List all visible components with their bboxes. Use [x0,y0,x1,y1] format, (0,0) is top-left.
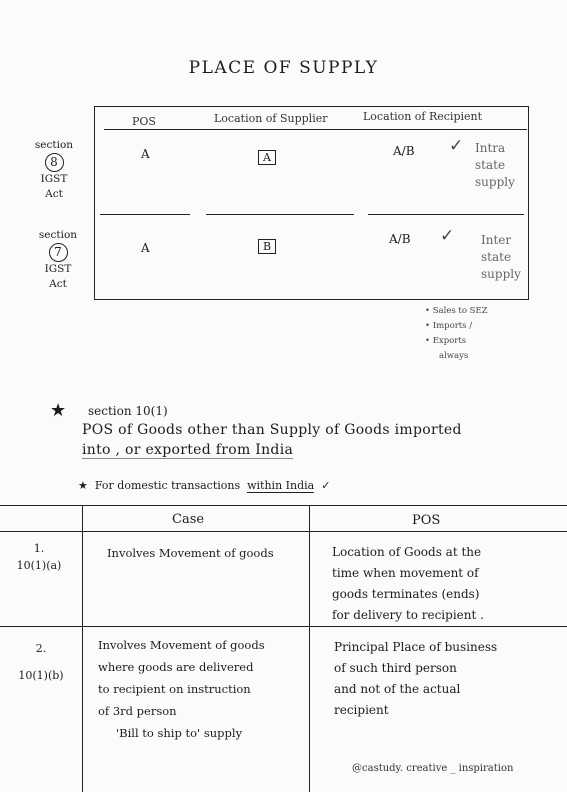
section-label-row2 [28,228,88,292]
header-location-recipient: Location of Recipient [363,110,483,123]
result-line: Intra [475,141,506,155]
case-description-row1 [107,542,274,564]
case-line: 'Bill to ship to' supply [116,726,243,740]
row1-result [475,140,515,191]
domestic-note [78,479,330,492]
lower-col-divider-1 [82,505,83,792]
lower-header-divider [0,531,567,532]
note-always: always [439,351,469,361]
page-title: PLACE OF SUPPLY [188,58,379,78]
header-underline [104,129,527,130]
supply-notes: • Sales to SEZ • Imports / • Exports always [425,306,488,361]
tick-icon: ✓ [449,136,464,156]
pos-line: goods terminates (ends) [332,587,480,601]
row1-pos: A [141,147,150,161]
tick-icon: ✓ [321,479,331,492]
pos-line: for delivery to recipient . [332,608,484,622]
pos-line: Location of Goods at the [332,545,482,559]
case-line: Involves Movement of goods [98,638,265,652]
row2-result [481,232,521,283]
pos-description-row2 [334,637,497,721]
result-line: supply [481,267,521,281]
header-location-supplier: Location of Supplier [214,112,328,125]
section-label-row1 [24,138,84,202]
case-line: to recipient on instruction [98,682,251,696]
pos-line: and not of the actual [334,682,461,696]
act-name: IGST [40,173,68,185]
act-word: Act [49,278,67,290]
case-line: of 3rd person [98,704,177,718]
domestic-note-text: For domestic transactions [94,479,241,492]
credit-watermark: @castudy. creative _ inspiration [352,763,514,774]
section-number-circle: 8 [45,153,64,172]
star-icon: ★ [50,400,67,421]
result-line: Inter [481,233,512,247]
row2-recipient: A/B [389,232,411,246]
case-ref-row1 [14,540,64,574]
result-line: state [481,250,512,264]
row1-recipient: A/B [393,144,415,158]
case-ref-row2 [16,640,66,684]
star-icon: ★ [78,479,88,492]
case-description-row2 [98,634,265,744]
pos-line: Principal Place of business [334,640,498,654]
case-section: 10(1)(b) [18,669,64,682]
note-exports: Exports [432,336,467,346]
case-number: 1. [33,542,45,555]
note-sales-to-sez: Sales to SEZ [432,306,488,316]
section10-line1: POS of Goods other than Supply of Goods imported [82,422,462,438]
boxed-value: B [258,239,276,254]
header-case: Case [172,512,205,527]
upper-table [94,106,529,300]
pos-description-row1 [332,542,484,626]
row-divider-supplier [206,214,354,215]
result-line: supply [475,175,515,189]
domestic-note-underlined: within India [247,479,315,492]
case-line: where goods are delivered [98,660,254,674]
section-number-circle: 7 [49,243,68,262]
case-section: 10(1)(a) [16,559,62,572]
pos-line: recipient [334,703,389,717]
section10-line2: into , or exported from India [82,442,294,458]
lower-row-divider [0,626,567,627]
row-divider-recipient [368,214,524,215]
act-name: IGST [44,263,72,275]
result-line: state [475,158,506,172]
act-word: Act [45,188,63,200]
note-imports: Imports [432,321,467,331]
row-divider-pos [100,214,190,215]
lower-col-divider-2 [309,505,310,792]
header-pos: POS [132,115,156,128]
row2-supplier [258,235,276,254]
boxed-value: A [258,150,276,165]
tick-icon: ✓ [440,226,455,246]
row2-pos: A [141,241,150,255]
section10-heading: section 10(1) [88,404,168,418]
pos-line: time when movement of [332,566,479,580]
header-pos-lower: POS [412,513,441,528]
section-word: section [34,139,74,151]
pos-line: of such third person [334,661,457,675]
case-line: Involves Movement of goods [107,546,274,560]
section-word: section [38,229,78,241]
case-number: 2. [35,642,47,655]
row1-supplier [258,146,276,165]
